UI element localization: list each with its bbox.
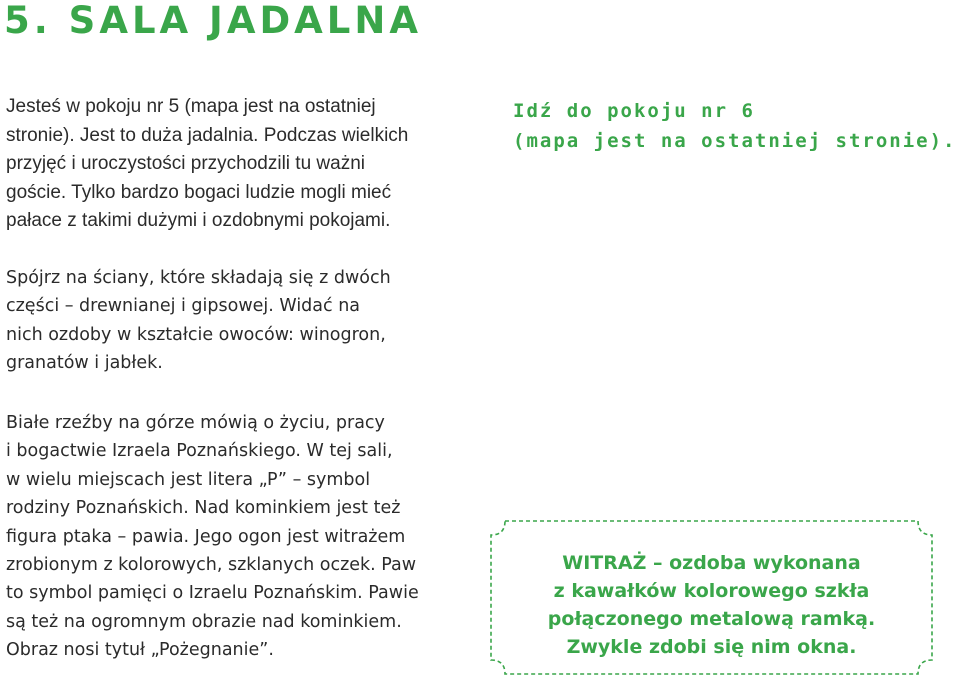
text-line: w wielu miejscach jest litera „P” – symbol [6,469,371,490]
definition-line: WITRAŻ – ozdoba wykonana [562,552,861,574]
text-line: zrobionym z kolorowych, szklanych oczek. Paw [6,555,417,576]
next-room-instruction [513,96,959,156]
text-line: rodziny Poznańskich. Nad kominkiem jest też [6,498,401,519]
definition-line: z kawałków kolorowego szkła [553,580,870,602]
text-line: Białe rzeźby na górze mówią o życiu, pracy [6,413,385,433]
text-line: części – drewnianej i gipsowej. Widać na [6,296,361,317]
intro-paragraph [6,93,476,236]
page-title: 5. SALA JADALNA [4,0,422,42]
text-line: Jesteś w pokoju nr 5 (mapa jest na ostatniej [6,96,376,117]
text-line: pałace z takimi dużymi i ozdobnymi pokojami. [6,210,391,231]
walls-paragraph [6,264,476,378]
text-line: granatów i jabłek. [6,353,163,374]
definition-line: Zwykle zdobi się nim okna. [566,636,857,658]
text-line: są też na ogromnym obrazie nad kominkiem. [6,611,402,632]
text-line: stronie). Jest to duża jadalnia. Podczas wielkich [6,124,409,146]
definition-box [489,519,934,676]
text-line: goście. Tylko bardzo bogaci ludzie mogli mieć [6,181,392,203]
text-line: nich ozdoby w kształcie owoców: winogron, [6,324,386,345]
definition-text [489,549,934,661]
text-line: figura ptaka – pawia. Jego ogon jest witrażem [6,526,406,547]
sculptures-paragraph [6,409,476,665]
text-line: Spójrz na ściany, które składają się z dwóch [6,268,391,288]
text-line: Obraz nosi tytuł „Pożegnanie”. [6,640,274,661]
instruction-line: (mapa jest na ostatniej stronie). [513,130,957,152]
text-line: i bogactwie Izraela Poznańskiego. W tej sali, [6,441,393,462]
text-line: przyjęć i uroczystości przychodzili tu ważni [6,153,366,174]
instruction-line: Idź do pokoju nr 6 [513,100,755,122]
definition-line: połączonego metalową ramką. [547,608,876,630]
text-line: to symbol pamięci o Izraelu Poznańskim. Pawie [6,583,419,604]
